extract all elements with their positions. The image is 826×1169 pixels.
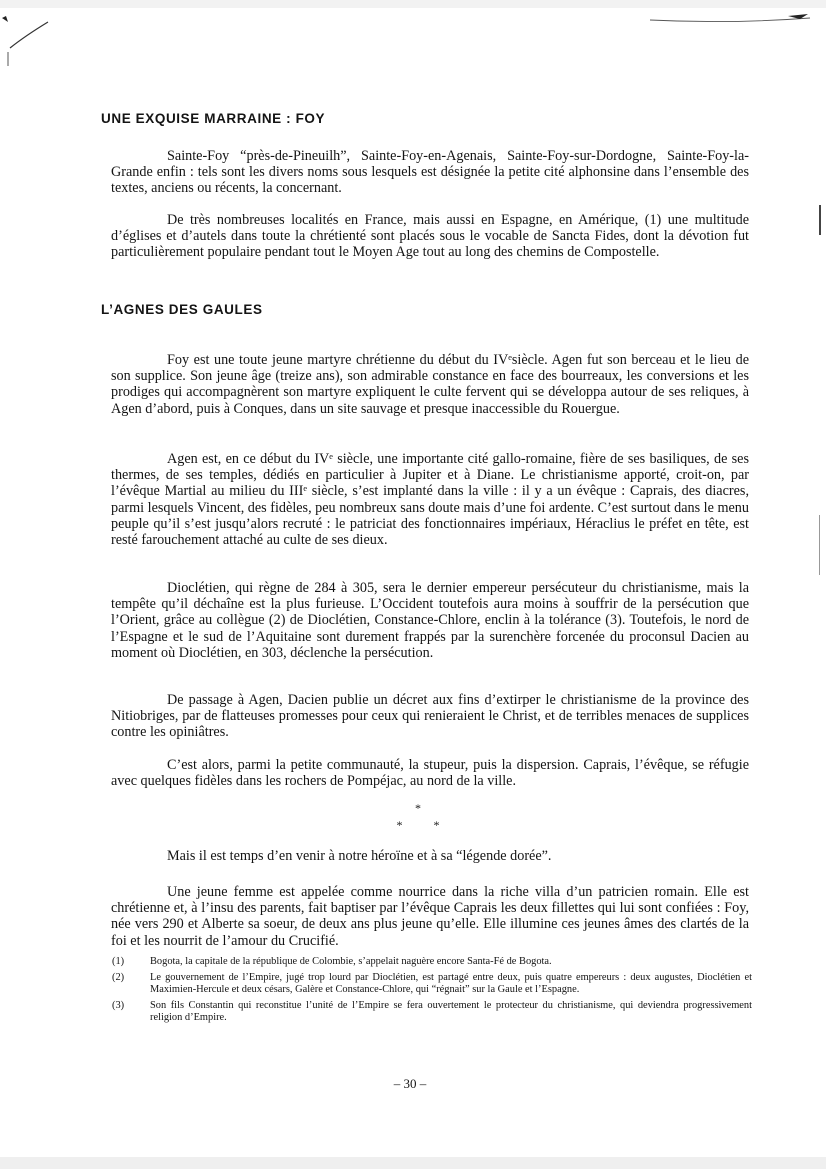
footnote bbox=[112, 972, 752, 996]
scan-mark-right-2 bbox=[819, 515, 820, 575]
section-separator-top: * bbox=[415, 801, 435, 815]
section-separator-bottom: * * bbox=[396, 818, 454, 832]
paragraph: C’est alors, parmi la petite communauté, la stupeur, puis la dispersion. Caprais, l’évêque, se réfugie avec quelques fidèles dans les rochers de Pompéjac, au nord de la ville. bbox=[111, 757, 749, 790]
scan-mark-top-right bbox=[650, 8, 826, 30]
footnote bbox=[112, 1000, 752, 1024]
paragraph: Une jeune femme est appelée comme nourrice dans la riche villa d’un patricien romain. Elle est chrétienne et, à l’insu des parents, fait baptiser par l’évêque Caprais les deux fillettes qui lui sont confiées : Foy, née vers 290 et Alberte sa soeur, de deux ans plus jeune qu’elle. Elle illumine ces jeunes âmes des clartés de la foi et les nourrit de l’amour du Crucifié. bbox=[111, 884, 749, 949]
footnote-number: (2) bbox=[112, 972, 125, 983]
page-number: – 30 – bbox=[393, 1076, 427, 1091]
footnotes bbox=[112, 956, 752, 1028]
scan-mark-right-1 bbox=[819, 205, 821, 235]
footnote-number: (1) bbox=[112, 956, 125, 967]
footnote bbox=[112, 956, 752, 968]
paragraph: De passage à Agen, Dacien publie un décret aux fins d’extirper le christianisme de la province des Nitiobriges, par de flatteuses promesses pour ceux qui renieraient le Christ, et de terribles menaces de supplices contre les opiniâtres. bbox=[111, 692, 749, 741]
paragraph: Mais il est temps d’en venir à notre héroïne et à sa “légende dorée”. bbox=[167, 848, 552, 864]
paragraph: De très nombreuses localités en France, mais aussi en Espagne, en Amérique, (1) une multitude d’églises et d’autels dans toute la chrétienté sont placés sous le vocable de Sancta Fides, dont la dévotion fut particulièrement populaire pendant tout le Moyen Age tout au long des chemins de Compostelle. bbox=[111, 212, 749, 261]
footnote-number: (3) bbox=[112, 1000, 125, 1011]
footnote-text: Le gouvernement de l’Empire, jugé trop lourd par Dioclétien, est partagé entre deux, puis quatre empereurs : deux augustes, Dioclétien et Maximien-Hercule et deux césars, Galère et Constance-Chlore, qui “régnait” sur la Gaule et l’Espagne. bbox=[150, 972, 752, 995]
paragraph: Dioclétien, qui règne de 284 à 305, sera le dernier empereur persécuteur du christianisme, mais la tempête qu’il déchaîne est la plus furieuse. L’Occident toutefois aura moins à souffrir de la persécution que l’Orient, grâce au collègue (2) de Dioclétien, Constance-Chlore, enclin à la tolérance (3). Toutefois, le nord de l’Espagne et le sud de l’Aquitaine sont durement frappés par la surenchère forcenée du proconsul Dacien au moment où Dioclétien, en 303, déclenche la persécution. bbox=[111, 580, 749, 661]
section-heading-1: UNE EXQUISE MARRAINE : FOY bbox=[101, 111, 326, 126]
footnote-text: Bogota, la capitale de la république de Colombie, s’appelait naguère encore Santa-Fé de Bogota. bbox=[150, 956, 552, 967]
scan-bottom-edge bbox=[0, 1157, 826, 1169]
section-heading-2: L’AGNES DES GAULES bbox=[101, 302, 263, 317]
footnote-text: Son fils Constantin qui reconstitue l’unité de l’Empire se fera ouvertement le protecteur du christianisme, qui deviendra progressivement religion d’Empire. bbox=[150, 1000, 752, 1023]
paragraph: Sainte-Foy “près-de-Pineuilh”, Sainte-Foy-en-Agenais, Sainte-Foy-sur-Dordogne, Sainte-Foy-la-Grande enfin : tels sont les divers noms sous lesquels est désignée la petite cité alphonsine dans l’ensemble des textes, anciens ou récents, la concernant. bbox=[111, 148, 749, 197]
paragraph: Foy est une toute jeune martyre chrétienne du début du IVᵉsiècle. Agen fut son berceau et le lieu de son supplice. Son jeune âge (treize ans), son admirable constance en face des bourreaux, les conversions et les prodiges qui accompagnèrent son martyre expliquent le culte fervent qui se développa autour de ses reliques, à Agen d’abord, puis à Conques, dans un site sauvage et presque inaccessible du Rouergue. bbox=[111, 352, 749, 417]
scan-top-edge bbox=[0, 0, 826, 8]
paragraph: Agen est, en ce début du IVᵉ siècle, une importante cité gallo-romaine, fière de ses basiliques, de ses thermes, de ses temples, dédiés en particulier à Jupiter et à Diane. Le christianisme apporté, croit-on, par l’évêque Martial au milieu du IIIᵉ siècle, s’est implanté dans la ville : il y a un évêque : Caprais, des diacres, parmi lesquels Vincent, des fidèles, peu nombreux sans doute mais d’une foi ardente. C’est surtout dans le menu peuple qu’il s’est jusqu’alors recruté : le patriciat des fonctionnaires impériaux, Héraclius le préfet en tête, est resté farouchement attaché au culte de ses dieux. bbox=[111, 451, 749, 549]
scan-mark-top-left bbox=[0, 8, 60, 68]
